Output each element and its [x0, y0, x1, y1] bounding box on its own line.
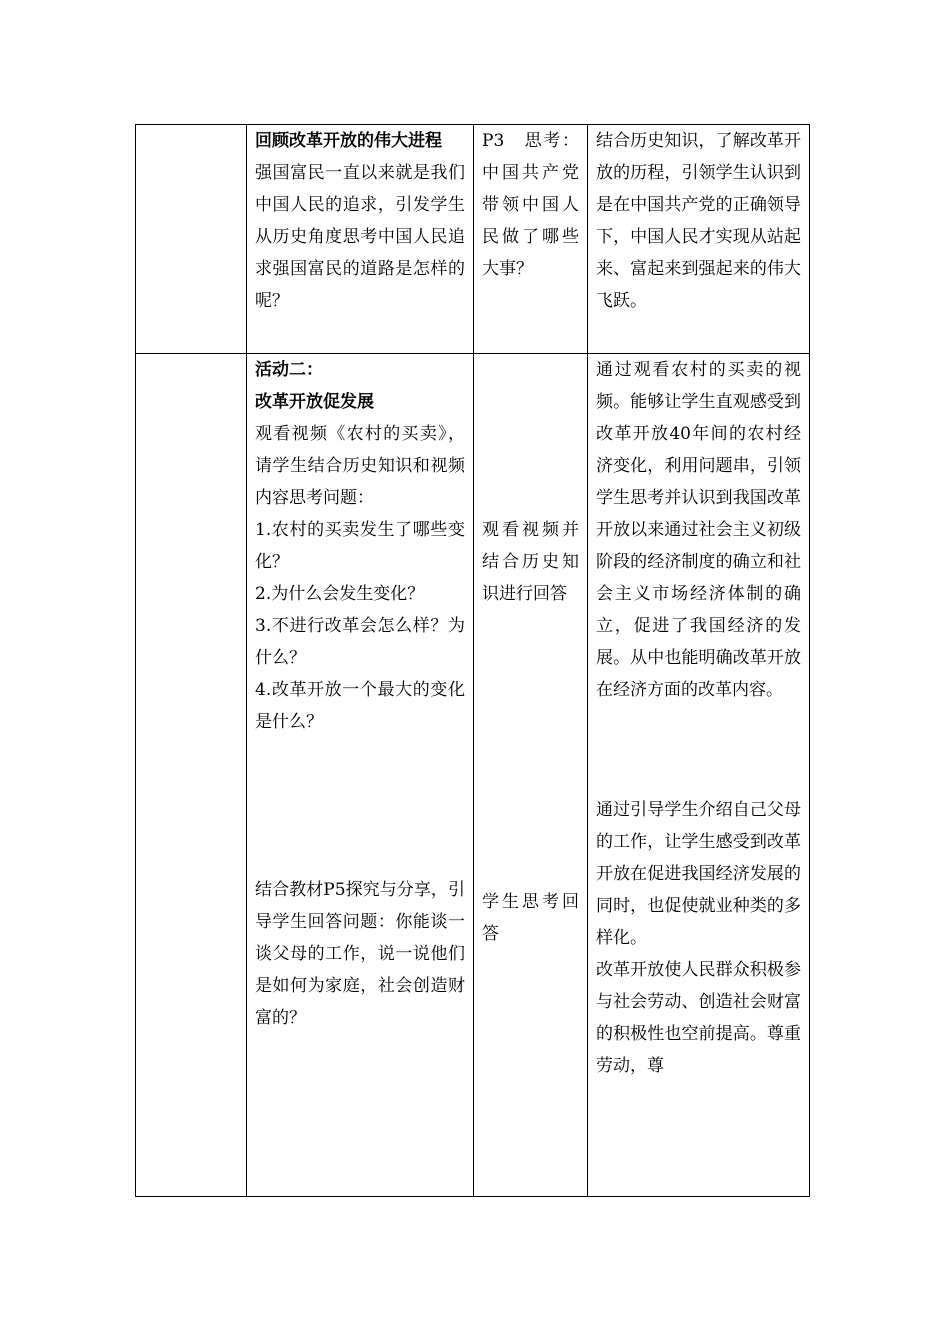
row2-col1-cell — [136, 354, 247, 1197]
question-item: 3.不进行改革会怎么样？为什么？ — [255, 616, 465, 668]
section-heading: 回顾改革开放的伟大进程 — [255, 131, 442, 151]
student-activity-text: P3 思考：中国共产党带领中国人民做了哪些大事？ — [482, 131, 579, 279]
spacer — [596, 706, 801, 794]
design-intent-2: 通过引导学生介绍自己父母的工作，让学生感受到改革开放在促进我国经济发展的同时，也促使就业种类的多样化。 — [596, 800, 801, 948]
design-intent-1: 通过观看农村的买卖的视频。能够让学生直观感受到改革开放40年间的农村经济变化，利用问题串，引领学生思考并认识到我国改革开放以来通过社会主义初级阶段的经济制度的确立和社会主义市场经济体制的确立，促进了我国经济的发展。从中也能明确改革开放在经济方面的改革内容。 — [596, 360, 801, 700]
row1-intent-cell — [588, 125, 810, 354]
question-item: 4.改革开放一个最大的变化是什么？ — [255, 680, 465, 732]
table-row — [136, 354, 810, 1197]
table-row — [136, 125, 810, 354]
spacer — [482, 354, 579, 514]
student-answer-1: 观看视频并结合历史知识进行回答 — [482, 520, 579, 604]
row1-activity-cell — [247, 125, 474, 354]
question-item: 2.为什么会发生变化？ — [255, 584, 425, 604]
spacer — [255, 738, 465, 834]
row2-intent-cell — [588, 354, 810, 1197]
activity-intro: 观看视频《农村的买卖》，请学生结合历史知识和视频内容思考问题： — [255, 424, 465, 508]
design-intent-3: 改革开放使人民群众积极参与社会劳动、创造社会财富的积极性也空前提高。尊重劳动，尊 — [596, 960, 801, 1076]
row1-col1-cell — [136, 125, 247, 354]
activity-label: 活动二： — [255, 360, 323, 380]
student-answer-2: 学生思考回答 — [482, 892, 579, 944]
activity-text: 强国富民一直以来就是我们中国人民的追求，引发学生从历史角度思考中国人民追求强国富民的道路是怎样的呢？ — [255, 163, 465, 311]
question-item: 1.农村的买卖发生了哪些变化？ — [255, 520, 465, 572]
row2-activity-cell — [247, 354, 474, 1197]
row1-student-cell — [474, 125, 588, 354]
row2-student-cell — [474, 354, 588, 1197]
spacer — [482, 610, 579, 886]
lesson-plan-table — [135, 124, 810, 1197]
activity-part2: 结合教材P5探究与分享，引导学生回答问题：你能谈一谈父母的工作，说一说他们是如何为家庭，社会创造财富的？ — [255, 880, 465, 1028]
activity-title: 改革开放促发展 — [255, 392, 374, 412]
design-intent-text: 结合历史知识，了解改革开放的历程，引领学生认识到是在中国共产党的正确领导下，中国人民才实现从站起来、富起来到强起来的伟大飞跃。 — [596, 131, 801, 311]
